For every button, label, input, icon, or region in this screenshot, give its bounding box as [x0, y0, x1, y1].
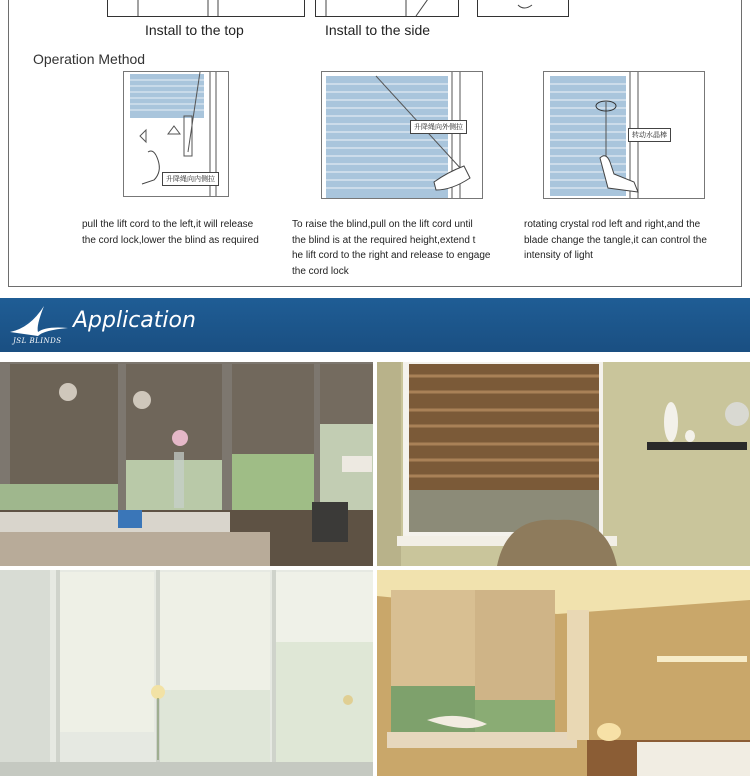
install-side-drawing — [316, 0, 458, 16]
operation-panel-2 — [321, 71, 483, 199]
operation-title: Operation Method — [33, 51, 146, 67]
raise-cord-tag: 升降绳向外侧拉 — [410, 120, 467, 134]
logo-text: JSL BLINDS — [13, 337, 62, 345]
install-side-sketch-2 — [477, 0, 569, 17]
operation-panel-3 — [543, 71, 705, 199]
white-blinds-scene — [0, 570, 373, 776]
install-side-drawing-2 — [478, 0, 568, 16]
photo-bamboo-blind — [377, 362, 750, 566]
raise-blind-drawing — [322, 72, 483, 199]
operation-desc-1: pull the lift cord to the left,it will release the cord lock,lower the blind as required — [82, 219, 259, 246]
bird-logo-icon — [6, 302, 76, 342]
install-top-drawing — [108, 0, 304, 16]
install-top-sketch — [107, 0, 305, 17]
tilt-rod-tag: 转动水晶棒 — [628, 128, 671, 142]
install-side-sketch — [315, 0, 459, 17]
bamboo-scene — [377, 362, 750, 566]
bedroom-scene — [377, 570, 750, 776]
photo-bedroom — [377, 570, 750, 776]
operation-panel-1 — [123, 71, 229, 197]
install-side-label: Install to the side — [325, 22, 431, 38]
operation-desc-3: rotating crystal rod left and right,and the blade change the tangle,it can control the intensity of light — [524, 219, 707, 261]
photo-kitchen — [0, 362, 373, 566]
lower-cord-tag: 升降绳向内侧拉 — [162, 172, 219, 186]
install-top-label: Install to the top — [145, 22, 244, 38]
photo-white-blinds — [0, 570, 373, 776]
operation-desc-2: To raise the blind,pull on the lift cord until the blind is at the required height,extend t he lift cord to the right and release to engage the cord lock — [292, 219, 491, 277]
kitchen-scene — [0, 362, 373, 566]
tilt-blind-drawing — [544, 72, 705, 199]
application-title: Application — [73, 308, 196, 333]
application-banner — [0, 298, 750, 352]
instruction-frame — [8, 0, 742, 287]
